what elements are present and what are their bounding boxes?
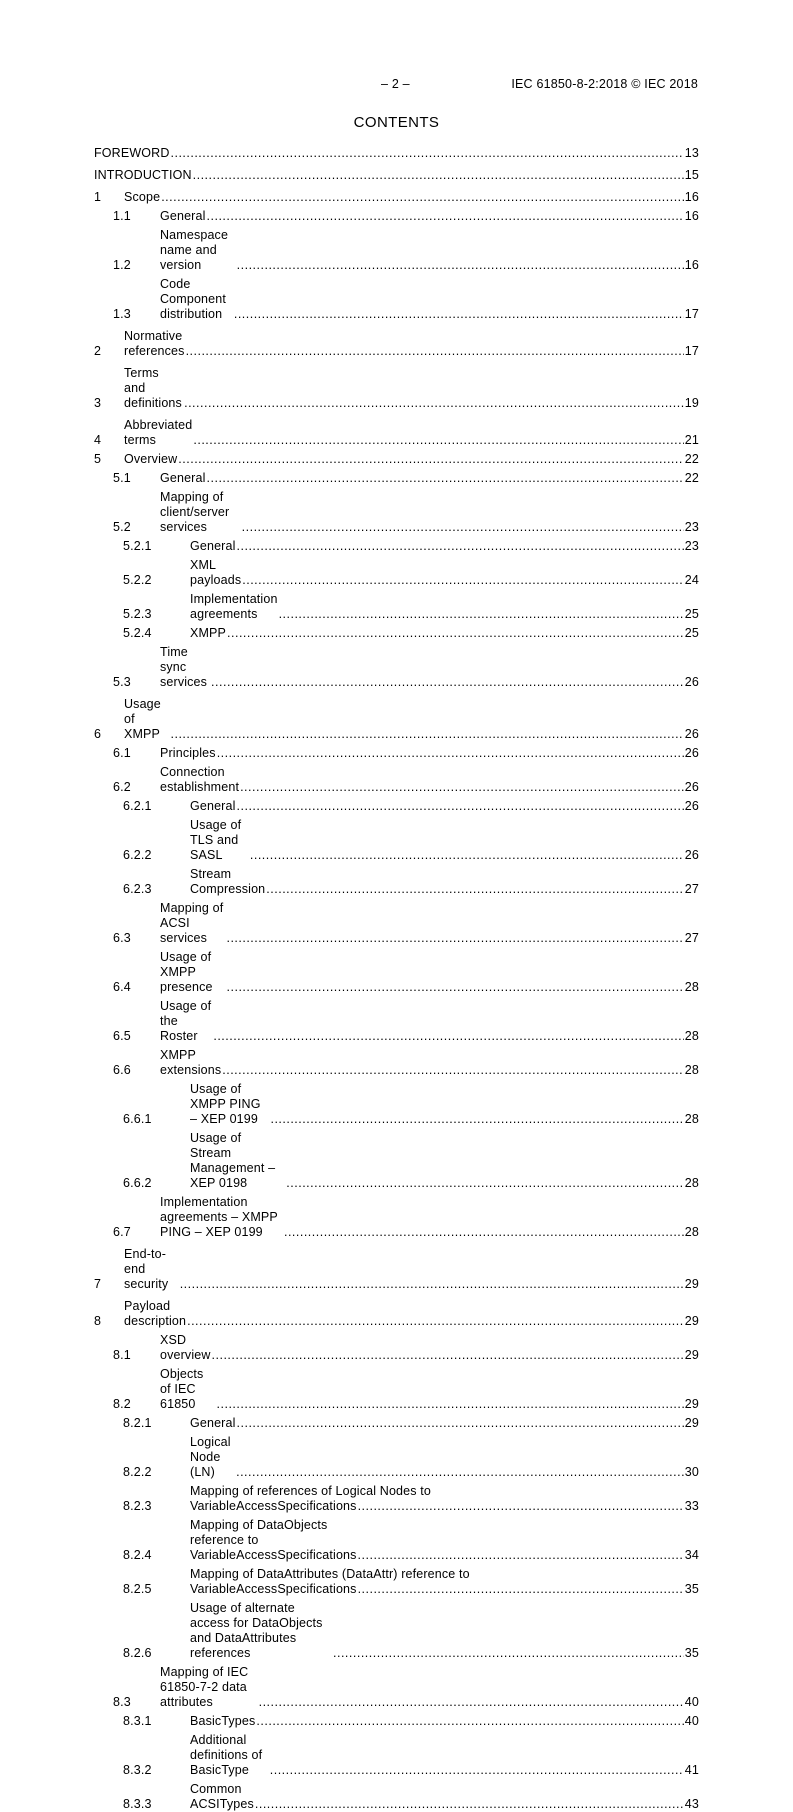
toc-entry-title: Normative references — [124, 329, 185, 358]
toc-entry[interactable] — [94, 1601, 699, 1661]
toc-section-number: 3 — [94, 396, 102, 410]
toc-entry[interactable] — [94, 818, 699, 863]
toc-entry-body — [124, 452, 699, 467]
toc-entry-body — [160, 228, 699, 273]
toc-page-number: 34 — [684, 1548, 699, 1562]
toc-entry-title: Implementation agreements – XMPP PING – XEP 0199 — [160, 1195, 278, 1239]
toc-entry-title: Scope — [124, 190, 161, 204]
toc-entry-body — [190, 1435, 699, 1480]
toc-entry-body — [190, 1567, 699, 1597]
toc-page-number: 28 — [684, 980, 699, 994]
toc-page-number: 17 — [684, 307, 699, 321]
dot-leader — [279, 607, 684, 622]
toc-entry-title: General — [160, 209, 206, 223]
toc-section-number: 8 — [94, 1314, 102, 1328]
toc-entry-body — [160, 1195, 699, 1240]
toc-entry-title: Terms and definitions — [124, 366, 182, 410]
toc-entry[interactable] — [94, 645, 699, 690]
toc-entry[interactable] — [94, 1733, 699, 1778]
dot-leader — [193, 168, 684, 183]
toc-entry-title: Common ACSITypes — [190, 1782, 254, 1811]
toc-entry-title: Abbreviated terms — [124, 418, 193, 447]
toc-entry-title: Stream Compression — [190, 867, 266, 896]
toc-entry-body — [124, 1247, 699, 1292]
toc-entry[interactable] — [94, 950, 699, 995]
toc-entry[interactable] — [94, 1518, 699, 1563]
toc-entry-body — [160, 901, 699, 946]
dot-leader — [217, 746, 684, 761]
toc-entry[interactable] — [94, 1131, 699, 1191]
toc-entry[interactable] — [94, 1567, 699, 1597]
toc-page-number: 27 — [684, 931, 699, 945]
toc-entry[interactable] — [94, 592, 699, 622]
dot-leader — [187, 1314, 684, 1329]
toc-page-number: 25 — [684, 607, 699, 621]
toc-entry[interactable] — [94, 471, 699, 486]
toc-entry[interactable] — [94, 1299, 699, 1329]
toc-page-number: 35 — [684, 1646, 699, 1660]
dot-leader — [284, 1225, 684, 1240]
toc-section-number: 1 — [94, 190, 102, 204]
toc-entry-body — [190, 1484, 699, 1514]
dot-leader — [270, 1763, 684, 1778]
toc-page-number: 29 — [684, 1314, 699, 1328]
dot-leader — [259, 1695, 684, 1710]
toc-section-number: 1.3 — [113, 307, 131, 321]
toc-entry-body — [190, 539, 699, 554]
toc-entry-body — [190, 1601, 699, 1661]
toc-entry[interactable] — [94, 228, 699, 273]
toc-entry-title: Overview — [124, 452, 178, 466]
toc-entry-body — [190, 1733, 699, 1778]
toc-page-number: 26 — [684, 675, 699, 689]
toc-section-number: 8.3 — [113, 1695, 131, 1709]
table-of-contents — [94, 146, 699, 1812]
toc-page-number: 24 — [684, 573, 699, 587]
toc-entry-body — [190, 818, 699, 863]
toc-entry-body — [190, 1416, 699, 1431]
dot-leader — [226, 931, 683, 946]
toc-entry[interactable] — [94, 1484, 699, 1514]
toc-entry-title: Mapping of client/server services — [160, 490, 230, 534]
page-header — [0, 77, 793, 93]
toc-entry-title: XML payloads — [190, 558, 242, 587]
toc-section-number: 1.1 — [113, 209, 131, 223]
dot-leader — [358, 1548, 684, 1563]
toc-section-number: 8.1 — [113, 1348, 131, 1362]
dot-leader — [193, 433, 683, 448]
toc-entry[interactable] — [94, 490, 699, 535]
toc-section-number: 6.2.3 — [123, 882, 152, 896]
toc-page-number: 23 — [684, 520, 699, 534]
toc-entry-title: Mapping of references of Logical Nodes to — [190, 1484, 432, 1498]
toc-entry[interactable] — [94, 697, 699, 742]
toc-entry-title: Implementation agreements — [190, 592, 278, 621]
dot-leader — [171, 727, 684, 742]
toc-page-number: 40 — [684, 1714, 699, 1728]
toc-entry-title: Additional definitions of BasicType — [190, 1733, 263, 1777]
toc-page-number: 28 — [684, 1176, 699, 1190]
toc-page-number: 27 — [684, 882, 699, 896]
toc-entry-body — [160, 1665, 699, 1710]
toc-entry-line — [190, 1499, 699, 1514]
toc-entry-body — [190, 1082, 699, 1127]
toc-section-number: 6.6.2 — [123, 1176, 152, 1190]
toc-entry-body — [160, 999, 699, 1044]
toc-entry-body — [124, 418, 699, 448]
dot-leader — [184, 396, 684, 411]
toc-entry[interactable] — [94, 1195, 699, 1240]
toc-section-number: 5.3 — [113, 675, 131, 689]
toc-entry-body — [160, 950, 699, 995]
toc-entry[interactable] — [94, 1714, 699, 1729]
toc-page-number: 26 — [684, 780, 699, 794]
dot-leader — [237, 799, 684, 814]
toc-entry-title: Mapping of ACSI services — [160, 901, 224, 945]
dot-leader — [237, 1416, 684, 1431]
toc-entry-body — [190, 1714, 699, 1729]
dot-leader — [207, 209, 684, 224]
toc-section-number: 5.2.4 — [123, 626, 152, 640]
toc-page-number: 29 — [684, 1397, 699, 1411]
toc-entry[interactable] — [94, 277, 699, 322]
toc-section-number: 8.2 — [113, 1397, 131, 1411]
dot-leader — [186, 344, 684, 359]
toc-section-number: 6.3 — [113, 931, 131, 945]
toc-section-number: 8.2.1 — [123, 1416, 152, 1430]
toc-entry[interactable] — [94, 329, 699, 359]
toc-page-number: 29 — [684, 1416, 699, 1430]
toc-entry-title: Mapping of IEC 61850-7-2 data attributes — [160, 1665, 249, 1709]
dot-leader — [211, 675, 684, 690]
dot-leader — [266, 882, 683, 897]
toc-section-number: 7 — [94, 1277, 102, 1291]
toc-entry-title: XSD overview — [160, 1333, 211, 1362]
toc-entry-body — [190, 626, 699, 641]
toc-entry-title: Mapping of DataAttributes (DataAttr) reference to — [190, 1567, 470, 1581]
toc-entry-line — [190, 1582, 699, 1597]
toc-section-number: 6.7 — [113, 1225, 131, 1239]
toc-entry-body — [160, 645, 699, 690]
toc-entry-body — [190, 558, 699, 588]
toc-entry-title: Connection establishment — [160, 765, 240, 794]
toc-entry[interactable] — [94, 1082, 699, 1127]
toc-entry-title: Usage of alternate access for DataObjects and DataAttributes references — [190, 1601, 323, 1660]
dot-leader — [270, 1112, 683, 1127]
toc-entry[interactable] — [94, 746, 699, 761]
toc-page-number: 28 — [684, 1063, 699, 1077]
toc-page-number: 28 — [684, 1029, 699, 1043]
toc-section-number: 8.3.2 — [123, 1763, 152, 1777]
toc-page-number: 28 — [684, 1225, 699, 1239]
dot-leader — [161, 190, 684, 205]
toc-entry[interactable] — [94, 558, 699, 588]
toc-entry-title-continued: VariableAccessSpecifications — [190, 1582, 357, 1596]
toc-page-number: 30 — [684, 1465, 699, 1479]
dot-leader — [237, 258, 684, 273]
toc-page-number: 15 — [684, 168, 699, 182]
dot-leader — [333, 1646, 684, 1661]
page-number: – 2 – — [381, 77, 410, 91]
toc-section-number: 5.2.3 — [123, 607, 152, 621]
toc-page-number: 29 — [684, 1277, 699, 1291]
toc-section-number: 5.2 — [113, 520, 131, 534]
toc-section-number: 4 — [94, 433, 102, 447]
toc-entry[interactable] — [94, 1247, 699, 1292]
dot-leader — [234, 307, 684, 322]
dot-leader — [250, 848, 684, 863]
toc-page-number: 43 — [684, 1797, 699, 1811]
toc-section-number: 8.2.4 — [123, 1548, 152, 1562]
dot-leader — [256, 1714, 683, 1729]
toc-entry-body — [160, 490, 699, 535]
toc-entry[interactable] — [94, 190, 699, 205]
toc-entry[interactable] — [94, 867, 699, 897]
toc-entry-body — [160, 1048, 699, 1078]
dot-leader — [227, 626, 684, 641]
toc-entry[interactable] — [94, 209, 699, 224]
toc-section-number: 6.4 — [113, 980, 131, 994]
toc-entry-title: Namespace name and version — [160, 228, 229, 272]
dot-leader — [242, 520, 684, 535]
toc-section-number: 6.1 — [113, 746, 131, 760]
toc-section-number: 6.6 — [113, 1063, 131, 1077]
standard-identifier: IEC 61850-8-2:2018 © IEC 2018 — [511, 77, 698, 91]
toc-section-number: 6.2.2 — [123, 848, 152, 862]
toc-page-number: 26 — [684, 746, 699, 760]
toc-page-number: 41 — [684, 1763, 699, 1777]
dot-leader — [217, 1397, 684, 1412]
dot-leader — [213, 1029, 683, 1044]
toc-page-number: 21 — [684, 433, 699, 447]
toc-entry-body — [190, 1131, 699, 1191]
toc-page-number: 25 — [684, 626, 699, 640]
toc-entry-body — [124, 697, 699, 742]
dot-leader — [180, 1277, 684, 1292]
toc-section-number: 5 — [94, 452, 102, 466]
toc-entry-body — [124, 329, 699, 359]
toc-entry-title: Time sync services — [160, 645, 208, 689]
toc-entry-title: FOREWORD — [94, 146, 170, 160]
toc-entry[interactable] — [94, 999, 699, 1044]
toc-entry[interactable] — [94, 1333, 699, 1363]
toc-entry-body — [190, 592, 699, 622]
toc-entry[interactable] — [94, 765, 699, 795]
dot-leader — [227, 980, 684, 995]
toc-entry[interactable] — [94, 626, 699, 641]
toc-entry[interactable] — [94, 1665, 699, 1710]
dot-leader — [212, 1348, 684, 1363]
toc-entry-body — [190, 867, 699, 897]
dot-leader — [237, 539, 684, 554]
toc-page-number: 26 — [684, 848, 699, 862]
toc-entry-title: INTRODUCTION — [94, 168, 192, 182]
toc-entry-body — [160, 765, 699, 795]
toc-page-number: 16 — [684, 258, 699, 272]
toc-entry-title: Principles — [160, 746, 216, 760]
toc-entry-title: Usage of XMPP — [124, 697, 161, 741]
toc-page-number: 35 — [684, 1582, 699, 1596]
toc-entry-title: General — [190, 1416, 236, 1430]
toc-entry-title: Payload description — [124, 1299, 187, 1328]
toc-entry[interactable] — [94, 901, 699, 946]
toc-page-number: 16 — [684, 190, 699, 204]
toc-page-number: 19 — [684, 396, 699, 410]
toc-page-number: 40 — [684, 1695, 699, 1709]
toc-section-number: 6 — [94, 727, 102, 741]
toc-entry[interactable] — [94, 539, 699, 554]
toc-entry-title: General — [190, 799, 236, 813]
toc-entry-title: Usage of XMPP presence — [160, 950, 213, 994]
dot-leader — [236, 1465, 684, 1480]
toc-entry-body — [160, 471, 699, 486]
dot-leader — [240, 780, 684, 795]
toc-entry[interactable] — [94, 799, 699, 814]
toc-entry-title: Usage of TLS and SASL — [190, 818, 242, 862]
toc-entry[interactable] — [94, 418, 699, 448]
toc-entry-title: Mapping of DataObjects reference to VariableAccessSpecifications — [190, 1518, 357, 1562]
toc-section-number: 8.2.6 — [123, 1646, 152, 1660]
toc-section-number: 8.3.3 — [123, 1797, 152, 1811]
toc-entry-title: Usage of XMPP PING – XEP 0199 — [190, 1082, 261, 1126]
toc-entry[interactable] — [94, 1782, 699, 1812]
toc-entry-title: XMPP — [190, 626, 227, 640]
toc-entry[interactable] — [94, 1435, 699, 1480]
toc-entry-title: BasicTypes — [190, 1714, 256, 1728]
toc-section-number: 8.3.1 — [123, 1714, 152, 1728]
toc-entry-body — [160, 1367, 699, 1412]
toc-page-number: 22 — [684, 471, 699, 485]
toc-page-number: 28 — [684, 1112, 699, 1126]
toc-entry[interactable] — [94, 366, 699, 411]
toc-entry[interactable] — [94, 168, 699, 183]
toc-page-number: 29 — [684, 1348, 699, 1362]
dot-leader — [178, 452, 683, 467]
toc-page-number: 22 — [684, 452, 699, 466]
dot-leader — [358, 1499, 684, 1514]
dot-leader — [222, 1063, 684, 1078]
toc-section-number: 8.2.5 — [123, 1582, 152, 1596]
toc-entry-title: XMPP extensions — [160, 1048, 222, 1077]
toc-section-number: 2 — [94, 344, 102, 358]
toc-entry[interactable] — [94, 1367, 699, 1412]
toc-entry-title: General — [160, 471, 206, 485]
toc-entry-body — [94, 146, 699, 161]
toc-page-number: 23 — [684, 539, 699, 553]
toc-entry-body — [190, 799, 699, 814]
toc-entry-body — [190, 1518, 699, 1563]
toc-section-number: 5.2.2 — [123, 573, 152, 587]
toc-entry-title: Usage of Stream Management – XEP 0198 — [190, 1131, 276, 1190]
toc-entry-body — [160, 746, 699, 761]
toc-entry-body — [160, 1333, 699, 1363]
toc-entry[interactable] — [94, 146, 699, 161]
toc-entry-body — [124, 366, 699, 411]
toc-section-number: 1.2 — [113, 258, 131, 272]
toc-entry[interactable] — [94, 452, 699, 467]
toc-section-number: 8.2.2 — [123, 1465, 152, 1479]
toc-page-number: 16 — [684, 209, 699, 223]
toc-entry-title: Objects of IEC 61850 — [160, 1367, 204, 1411]
toc-entry-body — [124, 1299, 699, 1329]
toc-section-number: 5.2.1 — [123, 539, 152, 553]
toc-page-number: 13 — [684, 146, 699, 160]
toc-entry-body — [124, 190, 699, 205]
toc-entry[interactable] — [94, 1048, 699, 1078]
toc-section-number: 8.2.3 — [123, 1499, 152, 1513]
toc-entry-title: Code Component distribution — [160, 277, 226, 321]
toc-entry-title-continued: VariableAccessSpecifications — [190, 1499, 357, 1513]
toc-section-number: 6.2.1 — [123, 799, 152, 813]
toc-page-number: 17 — [684, 344, 699, 358]
dot-leader — [358, 1582, 684, 1597]
toc-entry[interactable] — [94, 1416, 699, 1431]
toc-page-number: 26 — [684, 799, 699, 813]
dot-leader — [171, 146, 684, 161]
toc-entry-title: Usage of the Roster — [160, 999, 212, 1043]
toc-section-number: 6.5 — [113, 1029, 131, 1043]
toc-page-number: 26 — [684, 727, 699, 741]
toc-section-number: 5.1 — [113, 471, 131, 485]
toc-entry-title: Logical Node (LN) — [190, 1435, 231, 1479]
toc-entry-body — [160, 277, 699, 322]
toc-page-number: 33 — [684, 1499, 699, 1513]
toc-entry-body — [160, 209, 699, 224]
toc-section-number: 6.2 — [113, 780, 131, 794]
dot-leader — [242, 573, 684, 588]
toc-entry-title: General — [190, 539, 236, 553]
toc-entry-body — [190, 1782, 699, 1812]
contents-title: CONTENTS — [353, 114, 440, 131]
dot-leader — [286, 1176, 683, 1191]
toc-section-number: 6.6.1 — [123, 1112, 152, 1126]
toc-entry-title: End-to-end security — [124, 1247, 169, 1291]
dot-leader — [255, 1797, 684, 1812]
toc-entry-body — [94, 168, 699, 183]
dot-leader — [207, 471, 684, 486]
